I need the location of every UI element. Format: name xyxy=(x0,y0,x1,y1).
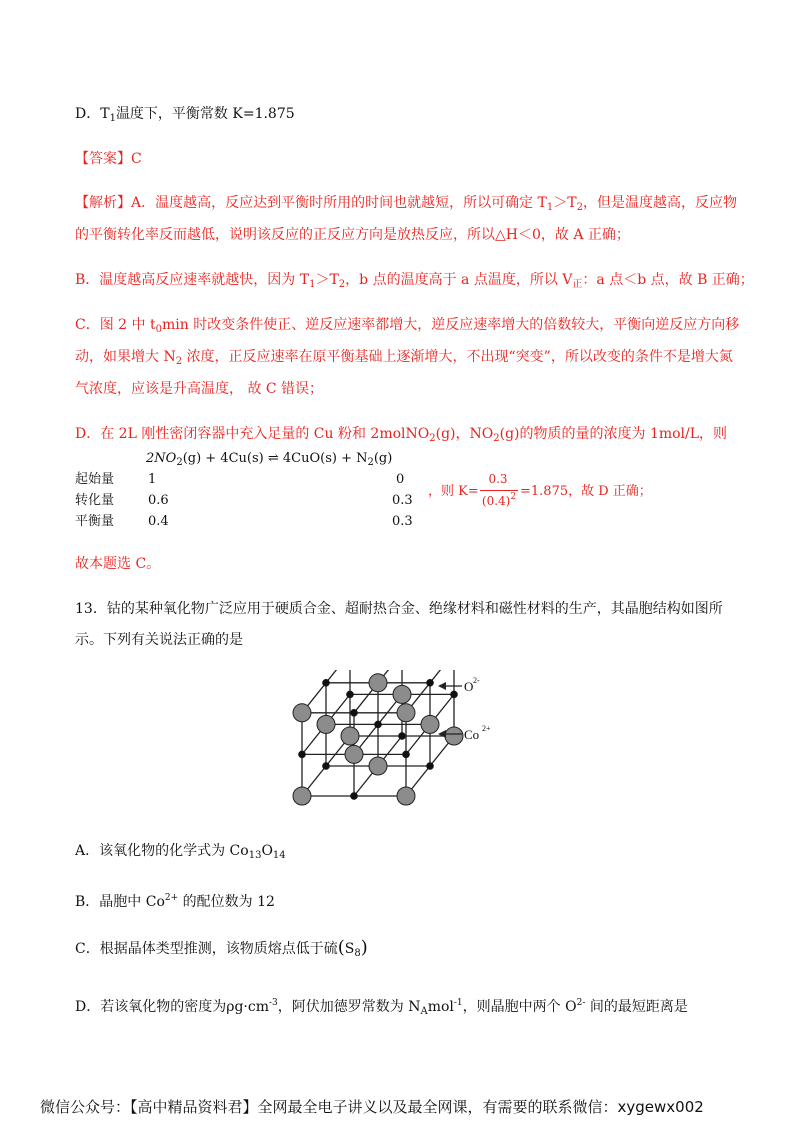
option-b xyxy=(75,889,275,911)
label-o2: O xyxy=(464,679,474,694)
text: 故本题选 C。 xyxy=(75,556,161,572)
cobalt-ion xyxy=(426,762,433,769)
oxide-ion xyxy=(369,674,387,692)
text: A．该氧化物的化学式为 Co xyxy=(75,843,249,859)
oxide-ion xyxy=(369,757,387,775)
row-initial-v2: 0 xyxy=(396,472,405,487)
row-change-v1: 0.6 xyxy=(148,493,169,508)
cobalt-ion xyxy=(322,679,329,686)
text: 2NO xyxy=(146,451,177,466)
text: ，阿伏加德罗常数为 N xyxy=(277,999,421,1015)
row-equilibrium-v1: 0.4 xyxy=(148,514,169,529)
analysis-conclusion xyxy=(75,555,160,573)
text: mol xyxy=(427,999,454,1015)
text: ＞T xyxy=(315,272,339,288)
text: 示。下列有关说法正确的是 xyxy=(75,632,243,648)
superscript: 2+ xyxy=(164,893,179,903)
superscript: -1 xyxy=(453,998,463,1008)
answer-label: 【答案】C xyxy=(75,151,142,167)
label-o2-charge: 2- xyxy=(473,676,480,685)
k-suffix: =1.875，故 D 正确； xyxy=(520,484,652,499)
subscript: 2 xyxy=(338,279,346,290)
crystal-structure-diagram xyxy=(290,670,510,810)
arrow-head-co xyxy=(438,730,446,738)
superscript: 2- xyxy=(576,998,586,1008)
row-label-change: 转化量 xyxy=(75,493,115,508)
oxide-ion xyxy=(293,704,311,722)
subscript: 2 xyxy=(367,457,374,468)
subscript: 2 xyxy=(176,457,183,468)
subscript: 2 xyxy=(175,356,183,367)
analysis-line-5 xyxy=(75,348,733,371)
subscript: 8 xyxy=(354,948,361,959)
cobalt-ion xyxy=(450,691,457,698)
cobalt-ion xyxy=(350,709,357,716)
text: (g)的物质的量的浓度为 1mol/L，则 xyxy=(499,426,728,442)
label-co2: Co xyxy=(464,727,480,742)
question-line-2 xyxy=(75,631,243,649)
option-a xyxy=(75,842,286,865)
label-co2-charge: 2+ xyxy=(482,724,491,733)
text: C．根据晶体类型推测，该物质熔点低于硫 xyxy=(75,941,338,957)
row-change-v2: 0.3 xyxy=(392,493,413,508)
text: ＞T xyxy=(553,195,577,211)
question-line-1 xyxy=(75,600,723,618)
oxide-ion xyxy=(317,715,335,733)
text: (0.4) xyxy=(481,494,511,508)
arrow-head-o xyxy=(438,682,446,690)
cobalt-ion xyxy=(346,691,353,698)
oxide-ion xyxy=(397,704,415,722)
oxide-ion xyxy=(397,787,415,805)
text: ，b 点的温度高于 a 点温度，所以 V xyxy=(345,272,573,288)
analysis-line-2 xyxy=(75,226,630,244)
oxide-ion xyxy=(341,727,359,745)
analysis-line-1 xyxy=(75,194,737,217)
cobalt-ion xyxy=(426,679,433,686)
cobalt-ion xyxy=(322,762,329,769)
k-prefix: ，则 K= xyxy=(428,484,479,499)
paren-open: ( xyxy=(337,937,345,958)
oxide-ion xyxy=(393,685,411,703)
text: ，但是温度越高，反应物 xyxy=(583,195,737,211)
text: O xyxy=(261,843,273,859)
k-denominator xyxy=(478,492,520,508)
option-d-text: 温度下，平衡常数 K=1.875 xyxy=(115,106,295,122)
subscript: 2 xyxy=(576,202,583,213)
oxide-ion xyxy=(421,715,439,733)
row-label-initial: 起始量 xyxy=(75,472,115,487)
cobalt-ion xyxy=(398,732,405,739)
text: ：a 点＜b 点，故 B 正确； xyxy=(582,272,754,288)
text: D．若该氧化物的密度为ρg·cm xyxy=(75,999,269,1015)
cobalt-ion xyxy=(298,751,305,758)
text: B．温度越高反应速率就越快，因为 T xyxy=(75,272,310,288)
text: 气浓度，应该是升高温度， 故 C 错误； xyxy=(75,381,324,397)
text: (g)，NO xyxy=(435,426,494,442)
subscript: 14 xyxy=(272,850,286,861)
subscript: 1 xyxy=(546,202,554,213)
equation xyxy=(146,451,392,471)
cobalt-ion xyxy=(374,721,381,728)
subscript: 正 xyxy=(572,279,583,290)
answer xyxy=(75,150,142,168)
text: B．晶胞中 Co xyxy=(75,894,165,910)
row-initial-v1: 1 xyxy=(148,472,157,487)
text: C．图 2 中 t xyxy=(75,317,156,333)
option-d-label: D．T xyxy=(75,106,110,122)
oxide-ion xyxy=(445,727,463,745)
analysis-line-6 xyxy=(75,380,323,398)
text: 13．钴的某种氧化物广泛应用于硬质合金、超耐热合金、绝缘材料和磁性材料的生产，其晶胞结构如图所 xyxy=(75,601,723,617)
analysis-line-7 xyxy=(75,425,727,448)
text: S xyxy=(344,941,355,957)
analysis-line-3 xyxy=(75,271,754,294)
text: min 时改变条件使正、逆反应速率都增大，逆反应速率增大的倍数较大，平衡向逆反应方向移 xyxy=(161,317,740,333)
oxide-ion xyxy=(345,745,363,763)
text: 浓度，正反应速率在原平衡基础上逐渐增大，不出现“突变”，所以改变的条件不是增大氮 xyxy=(182,349,733,365)
row-equilibrium-v2: 0.3 xyxy=(392,514,413,529)
superscript: 2 xyxy=(510,492,517,502)
analysis-line-4 xyxy=(75,316,739,339)
superscript: -3 xyxy=(268,998,278,1008)
subscript: 1 xyxy=(109,113,116,124)
subscript: 13 xyxy=(248,850,262,861)
subscript: A xyxy=(420,1006,428,1017)
cobalt-ion xyxy=(402,751,409,758)
row-label-equilibrium: 平衡量 xyxy=(75,514,115,529)
text: 【解析】A．温度越高，反应达到平衡时所用的时间也就越短，所以可确定 T xyxy=(75,195,547,211)
text: ，则晶胞中两个 O xyxy=(462,999,577,1015)
option-d-top xyxy=(75,105,295,128)
fraction-bar xyxy=(480,490,518,491)
text: 动，如果增大 N xyxy=(75,349,176,365)
text: (g) + 4Cu(s) ⇌ 4CuO(s) + N xyxy=(182,451,368,466)
option-c xyxy=(75,939,368,963)
subscript: 2 xyxy=(493,433,500,444)
subscript: 1 xyxy=(309,279,316,290)
subscript: 2 xyxy=(429,433,436,444)
subscript: 0 xyxy=(155,324,162,335)
text: D．在 2L 刚性密闭容器中充入足量的 Cu 粉和 2molNO xyxy=(75,426,430,442)
text: 的平衡转化率反而越低，说明该反应的正反应方向是放热反应，所以△H＜0，故 A 正确； xyxy=(75,227,630,243)
paren-close: ) xyxy=(360,937,368,958)
text: 间的最短距离是 xyxy=(585,999,688,1015)
option-d xyxy=(75,994,688,1021)
oxide-ion xyxy=(293,787,311,805)
footer-watermark: 微信公众号：【高中精品资料君】全网最全电子讲义以及最全网课，有需要的联系微信：xygewx002 xyxy=(40,1098,704,1116)
text: 的配位数为 12 xyxy=(178,894,275,910)
text: (g) xyxy=(373,451,393,466)
k-numerator: 0.3 xyxy=(488,472,508,486)
cobalt-ion xyxy=(350,792,357,799)
